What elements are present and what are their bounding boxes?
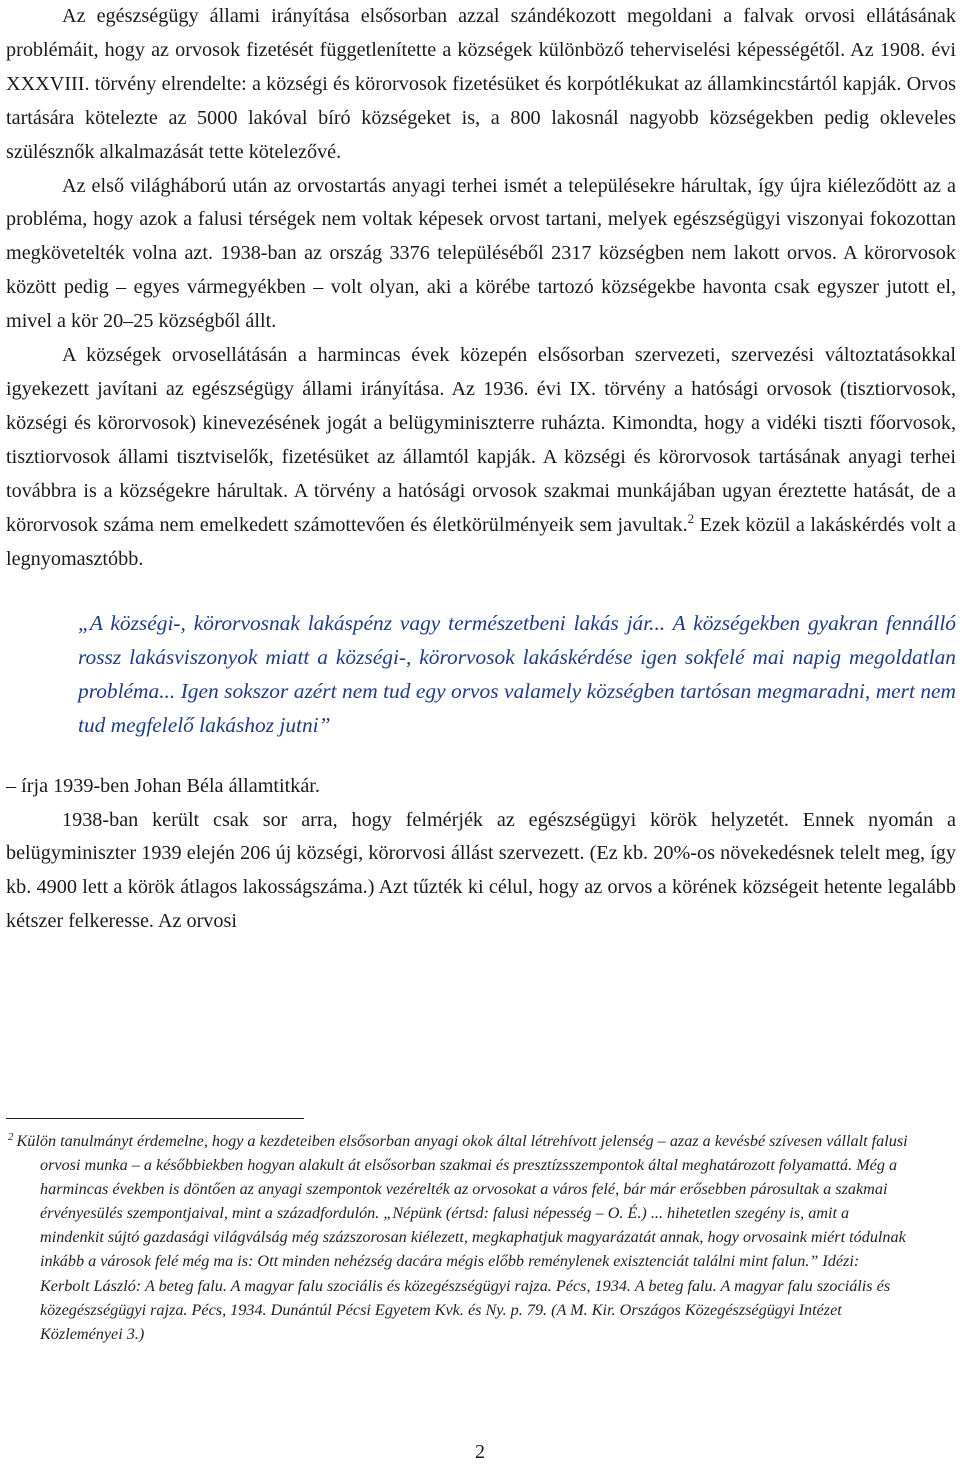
continuation-body [6, 804, 956, 940]
block-quote: „A községi-, körorvosnak lakáspénz vagy természetbeni lakás jár... A községekben gyakran fennálló rossz lakásviszonyok miatt a községi-, körorvosok lakáskérdése igen sokfelé mai napig megoldatlan probléma... Igen sokszor azért nem tud egy orvos valamely községben tartósan megmaradni, mert nem tud megfelelő lakáshoz jutni” [78, 611, 956, 737]
paragraph-3-text: A községek orvosellátásán a harmincas évek közepén elsősorban szervezeti, szervezési változtatásokkal igyekezett javítani az egészségügy állami irányítása. Az 1936. évi IX. törvény a hatósági orvosok (tisztiorvosok, községi és körorvosok) kinevezésének jogát a belügyminiszterre ruházta. Kimondta, hogy a vidéki tiszti főorvosok, tisztiorvosok állami tisztviselők, fizetésüket az államtól kapják. A községi és körorvosok tartásának anyagi terhei továbbra is a községekre hárultak. A törvény a hatósági orvosok szakmai munkájában ugyan éreztette hatását, de a körorvosok száma nem emelkedett számottevően és életkörülményeik sem javultak. [6, 344, 956, 536]
footnote-separator [6, 1118, 304, 1119]
paragraph-3 [6, 339, 956, 576]
footnote-reference[interactable]: 2 [687, 510, 695, 526]
paragraph-3-tail: Ezek közül a lakáskérdés volt a legnyomasztóbb. [6, 513, 956, 570]
document-page [6, 0, 956, 939]
main-body [6, 0, 956, 576]
paragraph-1: Az egészségügy állami irányítása elsősorban azzal szándékozott megoldani a falvak orvosi ellátásának problémáit, hogy az orvosok fizetését függetlenítette a községek különböző teherviselési képességétől. Az 1908. évi XXXVIII. törvény elrendelte: a községi és körorvosok fizetésüket és korpótlékukat az államkincstártól kapják. Orvos tartására kötelezte az 5000 lakóval bíró községeket is, a 800 lakosnál nagyobb községekben pedig okleveles szülésznők alkalmazását tette kötelezővé. [6, 5, 956, 163]
footnote-body [6, 1129, 911, 1346]
footnote-number: 2 [8, 1131, 14, 1143]
footnote-text: Külön tanulmányt érdemelne, hogy a kezdeteiben elsősorban anyagi okok által létrehívott jelenség – azaz a kevésbé szívesen vállalt falusi orvosi munka – a későbbiekben hogyan alakult át elsősorban szakmai és presztízsszempontok által meghatározott folyamattá. Még a harmincas években is döntően az anyagi szempontok vezérelték az orvosokat a város felé, bár már erősebben párosultak a szakmai érvényesülés szempontjaival, mint a századfordulón. „Népünk (értsd: falusi népesség – O. É.) ... hihetetlen szegény is, amit a mindenkit sújtó gazdasági világválság még százszorosan kiélezett, megkaphatjuk magyarázatát annak, hogy orvosaink miért tódulnak inkább a városok felé még ma is: Ott minden nehézség dacára mégis előbb reménylenek exisztenciát találni mint falun.” Idézi: Kerbolt László: A beteg falu. A magyar falu szociális és közegészségügyi rajza. Pécs, 1934. A beteg falu. A magyar falu szociális és közegészségügyi rajza. Pécs, 1934. Dunántúl Pécsi Egyetem Kvk. és Ny. p. 79. (A M. Kir. Országos Közegészségügyi Intézet Közleményei 3.) [16, 1132, 908, 1343]
paragraph-4: 1938-ban került csak sor arra, hogy felmérjék az egészségügyi körök helyzetét. Ennek nyomán a belügyminiszter 1939 elején 206 új községi, körorvosi állást szervezett. (Ez kb. 20%-os növekedésnek telelt meg, így kb. 4900 lett a körök átlagos lakosságszáma.) Azt tűzték ki célul, hogy az orvos a körének községeit hetente legalább kétszer felkeresse. Az orvosi [6, 808, 956, 933]
paragraph-2: Az első világháború után az orvostartás anyagi terhei ismét a településekre hárultak, így újra kiéleződött az a probléma, hogy azok a falusi térségek nem voltak képesek orvost tartani, melyek egészségügyi viszonyai fokozottan megkövetelték volna azt. 1938-ban az ország 3376 településéből 2317 községben nem lakott orvos. A körorvosok között pedig – egyes vármegyékben – volt olyan, aki a körébe tartozó községekbe havonta csak egyszer jutott el, mivel a kör 20–25 községből állt. [6, 174, 956, 333]
quote-attribution: – írja 1939-ben Johan Béla államtitkár. [6, 774, 320, 797]
footnote [6, 1129, 911, 1346]
page-number: 2 [475, 1441, 485, 1463]
